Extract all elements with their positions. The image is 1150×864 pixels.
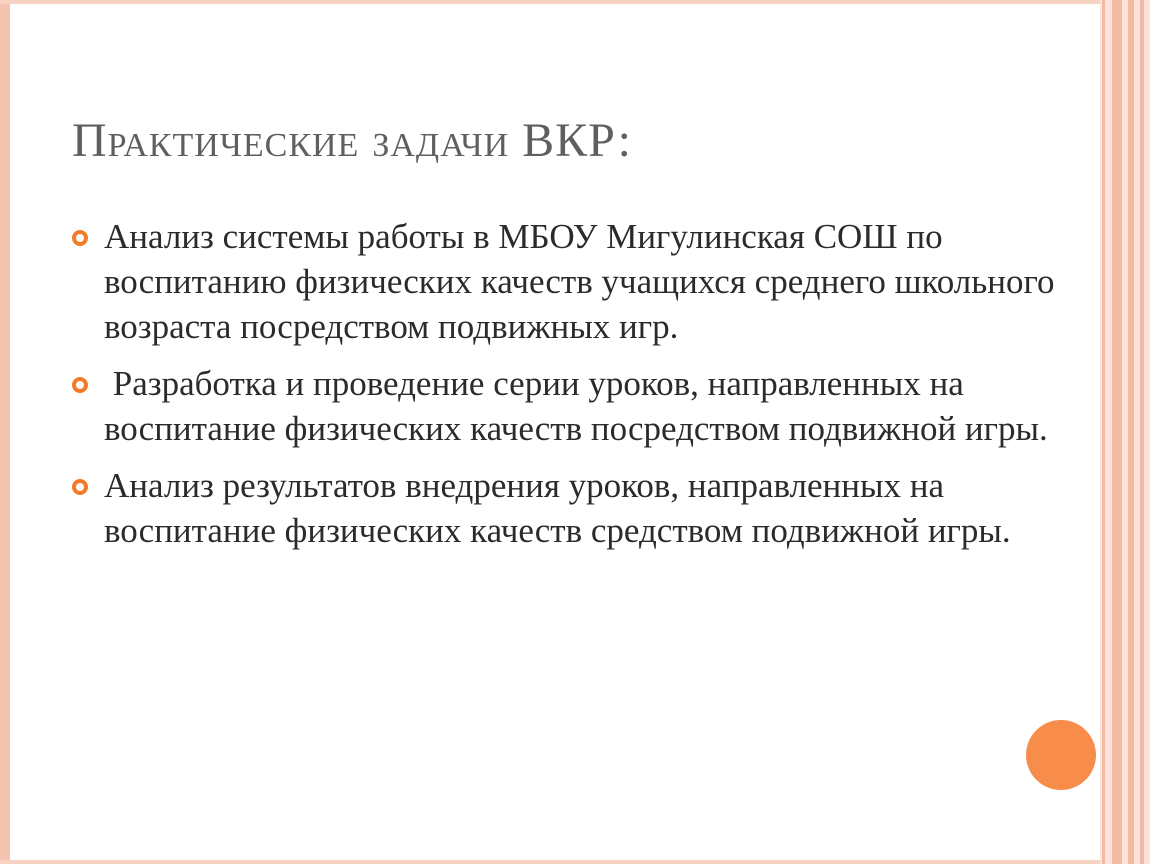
bullet-ring-icon (72, 230, 88, 246)
right-stripe (1102, 0, 1105, 864)
top-border (0, 0, 1150, 4)
bullet-list (72, 214, 1072, 565)
decorative-circle (1026, 720, 1096, 790)
bullet-item (72, 463, 1072, 553)
bullet-item (72, 361, 1072, 451)
bullet-item (72, 214, 1072, 349)
right-stripe (1140, 0, 1144, 864)
bullet-text: Анализ системы работы в МБОУ Мигулинская СОШ по воспитанию физических качеств учащихся среднего школьного возраста посредством подвижных игр. (104, 217, 1055, 346)
right-stripe (1112, 0, 1122, 864)
bullet-text: Разработка и проведение серии уроков, направленных на воспитание физических качеств посредством подвижной игры. (104, 364, 1048, 448)
bullet-ring-icon (72, 479, 88, 495)
bullet-text: Анализ результатов внедрения уроков, направленных на воспитание физических качеств средством подвижной игры. (104, 466, 1011, 550)
left-border (0, 0, 10, 864)
bottom-border (0, 860, 1150, 864)
right-stripe (1128, 0, 1134, 864)
bullet-ring-icon (72, 377, 88, 393)
slide-title: Практические задачи ВКР: (72, 114, 632, 167)
